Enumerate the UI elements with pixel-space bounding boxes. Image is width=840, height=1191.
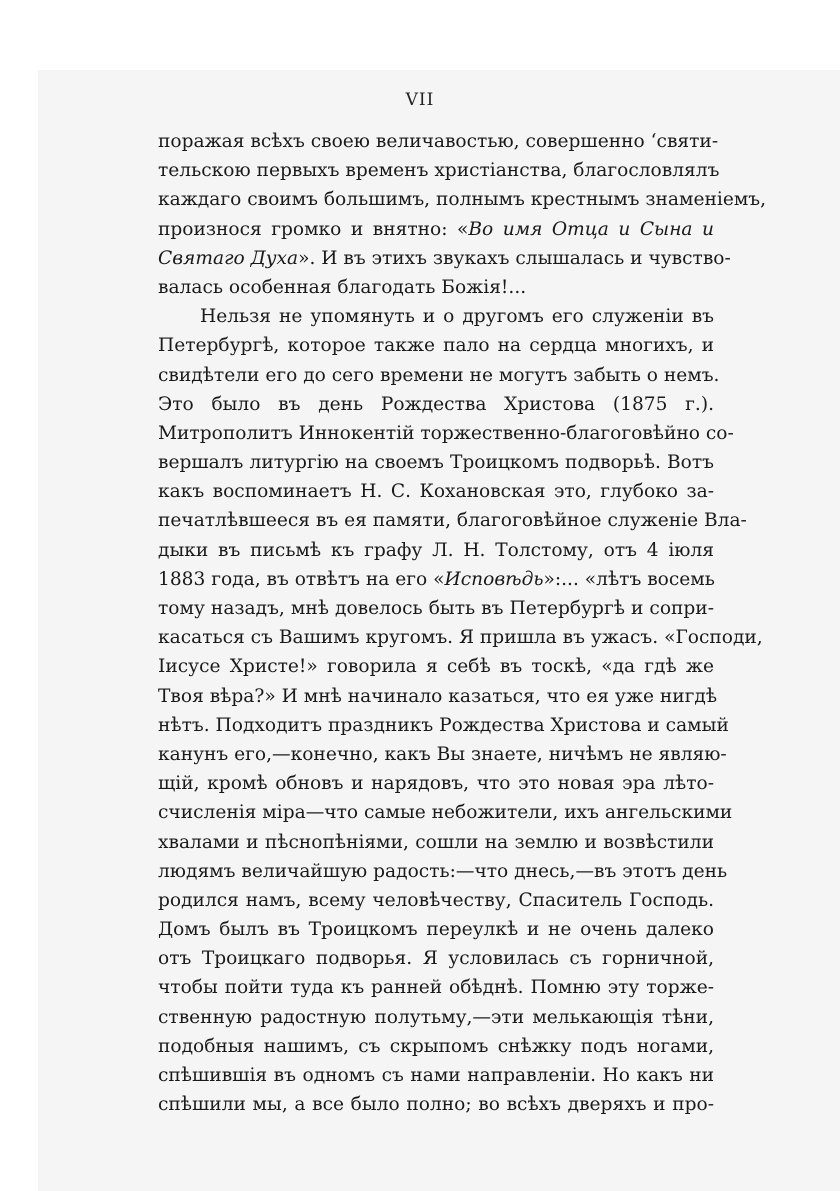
text-segment: Петербургѣ, которое также пало на сердца многихъ, и xyxy=(158,335,714,357)
text-line xyxy=(158,302,714,331)
text-line xyxy=(158,886,714,915)
text-line xyxy=(158,769,714,798)
text-segment: каждаго своимъ большимъ, полнымъ крестнымъ знаменіемъ, xyxy=(158,189,767,211)
text-segment: ». И въ этихъ звукахъ слышалась и чувство- xyxy=(298,247,731,269)
text-line xyxy=(158,652,714,681)
italic-text: Святаго Духа xyxy=(158,247,299,269)
text-segment: 1883 года, въ отвѣтъ на его « xyxy=(158,568,445,590)
text-line xyxy=(158,594,714,623)
text-line xyxy=(158,1090,714,1119)
text-line xyxy=(158,915,714,944)
text-line xyxy=(158,244,731,273)
text-segment: щій, кромѣ обновъ и нарядовъ, что это новая эра лѣто- xyxy=(158,773,714,795)
text-line xyxy=(158,536,714,565)
text-line xyxy=(158,623,763,652)
text-segment: свидѣтели его до сего времени не могутъ забыть о немъ. xyxy=(158,364,720,386)
text-line xyxy=(158,1061,714,1090)
text-line xyxy=(158,448,714,477)
text-segment: дыки въ письмѣ къ графу Л. Н. Толстому, отъ 4 іюля xyxy=(158,539,714,561)
text-segment: отъ Троицкаго подворья. Я условилась съ горничной, xyxy=(158,948,714,970)
text-line xyxy=(158,565,714,594)
text-line xyxy=(158,1032,714,1061)
text-line xyxy=(158,477,714,506)
text-segment: »:... «лѣтъ восемь xyxy=(543,568,715,590)
text-line xyxy=(158,273,714,302)
text-line xyxy=(158,828,714,857)
text-line xyxy=(158,944,714,973)
text-line xyxy=(158,390,714,419)
text-line xyxy=(158,506,747,535)
text-segment: родился намъ, всему человѣчеству, Спаситель Господь. xyxy=(158,889,714,911)
text-line xyxy=(158,419,734,448)
text-segment: произнося громко и внятно: « xyxy=(158,218,469,240)
italic-text: Исповѣдь xyxy=(444,568,544,590)
text-segment: людямъ величайшую радость:—что днесь,—въ этотъ день xyxy=(158,860,728,882)
text-segment: спѣшившія въ одномъ съ нами направленіи. Но какъ ни xyxy=(158,1065,714,1086)
text-segment: вершалъ литургію на своемъ Троицкомъ подворьѣ. Вотъ xyxy=(158,452,714,474)
text-segment: какъ воспоминаетъ Н. С. Кохановская это, глубоко за- xyxy=(158,481,714,503)
text-line xyxy=(158,361,720,390)
text-segment: Твоя вѣра?» И мнѣ начинало казаться, что ея уже нигдѣ xyxy=(158,685,718,707)
text-segment: Домъ былъ въ Троицкомъ переулкѣ и не очень далеко xyxy=(158,919,714,941)
text-line xyxy=(158,331,714,360)
text-segment: ственную радостную полутьму,—эти мелькающія тѣни, xyxy=(158,1006,714,1028)
text-segment: хвалами и пѣснопѣніями, сошли на землю и возвѣстили xyxy=(158,831,714,853)
text-segment: счисленія міра—что самые небожители, ихъ ангельскими xyxy=(158,802,733,824)
text-segment: Нельзя не упомянуть и о другомъ его служеніи въ xyxy=(200,306,714,328)
text-line xyxy=(158,185,767,214)
text-segment: нѣтъ. Подходитъ праздникъ Рождества Христова и самый xyxy=(158,714,729,736)
text-line xyxy=(158,1003,714,1032)
text-segment: тому назадъ, мнѣ довелось быть въ Петербургѣ и сопри- xyxy=(158,598,714,619)
text-segment: подобныя нашимъ, съ скрыпомъ снѣжку подъ ногами, xyxy=(158,1035,714,1057)
text-line xyxy=(158,740,727,769)
text-segment: Это было въ день Рождества Христова (1875 г.). xyxy=(158,393,714,415)
text-segment: печатлѣвшееся въ ея памяти, благоговѣйное служеніе Вла- xyxy=(158,510,747,532)
text-line xyxy=(158,156,720,185)
text-segment: Митрополитъ Иннокентій торжественно-благоговѣйно со- xyxy=(158,422,734,444)
text-segment: Іисусе Христе!» говорила я себѣ въ тоскѣ, «да гдѣ же xyxy=(158,656,714,678)
text-line xyxy=(158,711,729,740)
text-segment: чтобы пойти туда къ ранней обѣднѣ. Помню эту торже- xyxy=(158,977,714,999)
italic-text: Во имя Отца и Сына и xyxy=(468,218,714,240)
text-line xyxy=(158,973,714,1002)
text-line xyxy=(158,682,718,711)
text-segment: поражая всѣхъ своею величавостью, совершенно ‘святи- xyxy=(158,131,719,152)
text-line xyxy=(158,215,714,244)
page-number: VII xyxy=(405,90,435,110)
text-line xyxy=(158,798,733,827)
text-segment: касаться съ Вашимъ кругомъ. Я пришла въ ужасъ. «Господи, xyxy=(158,627,763,649)
text-segment: валась особенная благодать Божія!... xyxy=(158,276,527,298)
body-text xyxy=(158,127,767,1119)
text-segment: тельскою первыхъ временъ христіанства, благословлялъ xyxy=(158,160,720,182)
text-segment: канунъ его,—конечно, какъ Вы знаете, ничѣмъ не являю- xyxy=(158,743,727,765)
text-segment: спѣшили мы, а все было полно; во всѣхъ дверяхъ и про- xyxy=(158,1094,714,1116)
text-line xyxy=(158,127,719,156)
text-line xyxy=(158,857,728,886)
